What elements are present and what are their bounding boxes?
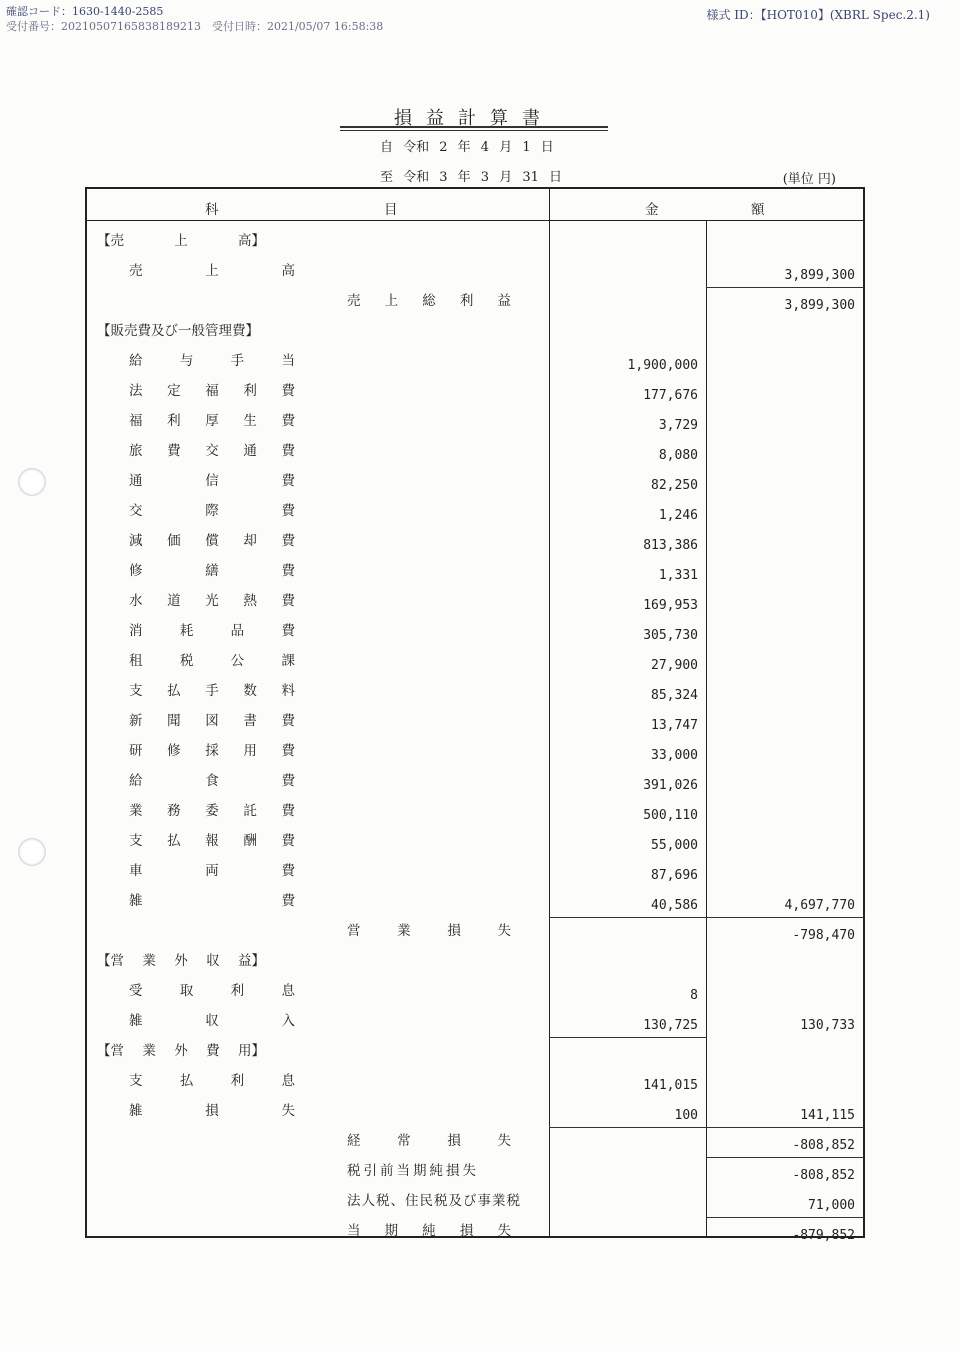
sga-item-label: 支 払 手 数 料 — [129, 683, 295, 699]
sga-item-label: 法 定 福 利 費 — [129, 383, 295, 399]
period-from: 自 令和 2 年 4 月 1 日 — [380, 140, 554, 155]
non-op-income-amount: 130,725 — [643, 1018, 698, 1033]
label-operating-loss: 営 業 損 失 — [347, 923, 511, 939]
sga-item-label: 減 価 償 却 費 — [129, 533, 295, 549]
non-op-expense-amount: 141,015 — [643, 1078, 698, 1093]
sga-item-label: 研 修 採 用 費 — [129, 743, 295, 759]
sga-item-label: 支 払 報 酬 費 — [129, 833, 295, 849]
label-taxes: 法人税、住民税及び事業税 — [347, 1193, 521, 1209]
non-op-income-label: 受 取 利 息 — [129, 983, 295, 999]
sga-item-label: 旅 費 交 通 費 — [129, 443, 295, 459]
sga-item-label: 業 務 委 託 費 — [129, 803, 295, 819]
rule-ordinary — [706, 1157, 864, 1158]
title-underline — [340, 126, 608, 128]
amount-taxes: 71,000 — [808, 1198, 855, 1213]
sga-item-label: 給 与 手 当 — [129, 353, 295, 369]
amount-non-op-income-total: 130,733 — [800, 1018, 855, 1033]
rule-sga — [549, 917, 865, 918]
receipt-info: 受付番号：20210507165838189213 受付日時：2021/05/07 16:58:38 — [6, 20, 384, 33]
non-op-income-label: 雑 収 入 — [129, 1013, 295, 1029]
sga-item-amount: 3,729 — [658, 418, 698, 433]
sga-item-label: 新 聞 図 書 費 — [129, 713, 295, 729]
section-non-op-expense: 【営 業 外 費 用】 — [97, 1043, 265, 1059]
sga-item-label: 修 繕 費 — [129, 563, 295, 579]
amount-sga-total: 4,697,770 — [784, 898, 855, 913]
amount-non-op-expense-total: 141,115 — [800, 1108, 855, 1123]
sga-item-amount: 169,953 — [643, 598, 698, 613]
sga-item-amount: 500,110 — [643, 808, 698, 823]
rule-non-op-income — [549, 1037, 707, 1038]
col-subject-left: 科 — [205, 202, 219, 218]
rule-non-op-expense — [549, 1127, 865, 1128]
sga-item-amount: 13,747 — [651, 718, 698, 733]
sga-item-amount: 27,900 — [651, 658, 698, 673]
item-sales: 売 上 高 — [129, 263, 295, 279]
sga-item-label: 水 道 光 熱 費 — [129, 593, 295, 609]
amount-ordinary-loss: -808,852 — [792, 1138, 855, 1153]
sga-item-label: 福 利 厚 生 費 — [129, 413, 295, 429]
sga-item-amount: 1,246 — [658, 508, 698, 523]
sga-item-amount: 1,331 — [658, 568, 698, 583]
unit-label: (単位 円) — [782, 172, 836, 187]
sga-item-amount: 305,730 — [643, 628, 698, 643]
confirm-code: 確認コード：1630-1440-2585 — [6, 5, 164, 18]
punch-hole-top — [18, 468, 46, 496]
non-op-expense-label: 雑 損 失 — [129, 1103, 295, 1119]
col-amount-right: 額 — [751, 202, 765, 218]
label-pretax-loss: 税引前当期純損失 — [347, 1163, 479, 1179]
col-subject-right: 目 — [384, 202, 398, 218]
amount-gross-profit: 3,899,300 — [784, 298, 855, 313]
form-id: 様式 ID：【HOT010】(XBRL Spec.2.1) — [706, 8, 930, 22]
sga-item-label: 通 信 費 — [129, 473, 295, 489]
sga-item-amount: 33,000 — [651, 748, 698, 763]
sga-item-amount: 813,386 — [643, 538, 698, 553]
sga-item-amount: 55,000 — [651, 838, 698, 853]
label-net-loss: 当 期 純 損 失 — [347, 1223, 511, 1239]
sga-item-label: 雑 費 — [129, 893, 295, 909]
sga-item-label: 租 税 公 課 — [129, 653, 295, 669]
period-to: 至 令和 3 年 3 月 31 日 — [380, 170, 563, 185]
sga-item-amount: 85,324 — [651, 688, 698, 703]
amount-net-loss: -879,852 — [792, 1228, 855, 1243]
rule-sales — [706, 287, 864, 288]
section-non-op-income: 【営 業 外 収 益】 — [97, 953, 265, 969]
header-divider — [87, 220, 863, 221]
section-sga: 【販売費及び一般管理費】 — [97, 323, 259, 339]
amount-sales-total: 3,899,300 — [784, 268, 855, 283]
title-underline-2 — [340, 130, 608, 131]
sga-item-amount: 82,250 — [651, 478, 698, 493]
label-ordinary-loss: 経 常 損 失 — [347, 1133, 511, 1149]
sga-item-amount: 8,080 — [658, 448, 698, 463]
non-op-expense-amount: 100 — [674, 1108, 698, 1123]
document-title: 損益計算書 — [394, 108, 554, 129]
col-amount-left: 金 — [645, 202, 659, 218]
sga-item-amount: 40,586 — [651, 898, 698, 913]
sga-item-label: 交 際 費 — [129, 503, 295, 519]
sga-item-amount: 1,900,000 — [627, 358, 698, 373]
sga-item-label: 消 耗 品 費 — [129, 623, 295, 639]
sga-item-amount: 391,026 — [643, 778, 698, 793]
column-divider-2 — [706, 220, 707, 1236]
section-sales: 【売 上 高】 — [97, 233, 265, 249]
amount-pretax-loss: -808,852 — [792, 1168, 855, 1183]
sga-item-label: 車 両 費 — [129, 863, 295, 879]
sga-item-amount: 87,696 — [651, 868, 698, 883]
rule-taxes — [706, 1217, 864, 1218]
page-header-left — [6, 4, 383, 34]
non-op-expense-label: 支 払 利 息 — [129, 1073, 295, 1089]
non-op-income-amount: 8 — [690, 988, 698, 1003]
sga-item-label: 給 食 費 — [129, 773, 295, 789]
sga-item-amount: 177,676 — [643, 388, 698, 403]
punch-hole-bottom — [18, 838, 46, 866]
income-statement-table — [85, 187, 865, 1243]
label-gross-profit: 売 上 総 利 益 — [347, 293, 511, 309]
amount-operating-loss: -798,470 — [792, 928, 855, 943]
column-divider — [549, 189, 550, 1236]
